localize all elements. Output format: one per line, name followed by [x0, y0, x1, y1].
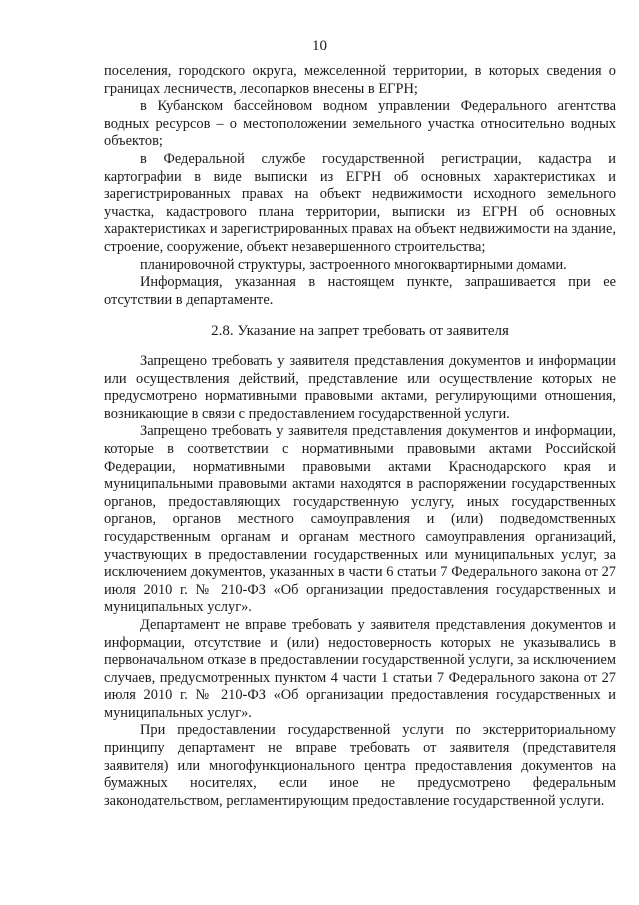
paragraph-info-request: Информация, указанная в настоящем пункте, запрашивается при ее отсутствии в департаменте. [104, 274, 616, 308]
paragraph-prohibition-1: Запрещено требовать у заявителя представления документов и информации или осуществления действий, представление или осуществление которых не предусмотрено нормативными правовыми актами, регулирующими отношения, возникающие в связи с предоставлением государственной услуги. [104, 353, 616, 422]
section-heading: 2.8. Указание на запрет требовать от заявителя [211, 323, 509, 339]
top-text-block [104, 63, 616, 309]
paragraph-prohibition-2: Запрещено требовать у заявителя представления документов и информации, которые в соответствии с нормативными правовыми актами Российской Федерации, нормативными правовыми актами Краснодарского края и муниципальными правовыми актами находятся в распоряжении государственных органов, предоставляющих государственную услугу, иных государственных органов, органов местного самоуправления и (или) подведомственных государственным органам и органам местного самоуправления организаций, участвующих в предоставлении государственных или муниципальных услуг, за исключением документов, указанных в части 6 статьи 7 Федерального закона от 27 июля 2010 г. № 210-ФЗ «Об организации предоставления государственных и муниципальных услуг». [104, 423, 616, 616]
paragraph-department: Департамент не вправе требовать у заявителя представления документов и информации, отсутствие и (или) недостоверность которых не указывались в первоначальном отказе в предоставлении государственной услуги, за исключением случаев, предусмотренных пунктом 4 части 1 статьи 7 Федерального закона от 27 июля 2010 г. № 210-ФЗ «Об организации предоставления государственных и муниципальных услуг». [104, 616, 616, 721]
paragraph-planning-structure: планировочной структуры, застроенного многоквартирными домами. [140, 256, 567, 273]
page-number: 10 [312, 38, 327, 54]
section-text-block [104, 353, 616, 810]
paragraph-kuban-water: в Кубанском бассейновом водном управлении Федерального агентства водных ресурсов – о местоположении земельного участка относительно водных объектов; [104, 98, 616, 150]
paragraph-continuation: поселения, городского округа, межселенной территории, в которых сведения о границах лесничеств, лесопарков внесены в ЕГРН; [104, 63, 616, 97]
paragraph-extraterritorial: При предоставлении государственной услуги по экстерриториальному принципу департамент не вправе требовать от заявителя (представителя заявителя) или многофункционального центра предоставления документов на бумажных носителях, если иное не предусмотрено федеральным законодательством, регламентирующим предоставление государственной услуги. [104, 722, 616, 809]
paragraph-rosreestr: в Федеральной службе государственной регистрации, кадастра и картографии в виде выписки из ЕГРН об основных характеристиках и зарегистрированных правах на объект недвижимости исходного земельного участка, кадастрового плана территории, выписки из ЕГРН об основных характеристиках и зарегистрированных правах на объект недвижимости на здание, строение, сооружение, объект незавершенного строительства; [104, 150, 616, 255]
